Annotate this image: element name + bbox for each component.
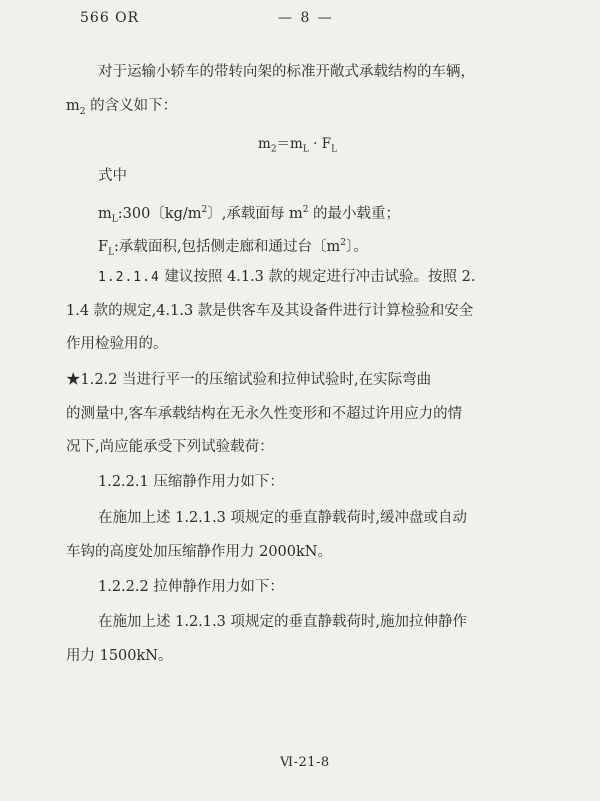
clause-122-line: ★1.2.2 当进行平一的压缩试验和拉伸试验时,在实际弯曲 (66, 372, 432, 388)
header-code: 566 OR (80, 10, 140, 26)
paragraph-line: $m_2$ 的含义如下： (66, 98, 178, 117)
where-label: 式中 (98, 168, 127, 184)
clause-1221-heading: 1.2.2.1 压缩静作用力如下： (98, 474, 284, 490)
clause-122-line: 的测量中,客车承载结构在无永久性变形和不超过许用应力的情 (66, 406, 463, 422)
clause-1214-line: 1.2.1.4 建议按照 4.1.3 款的规定进行冲击试验。按照 2. (98, 269, 476, 285)
page-number: — 8 — (278, 10, 334, 26)
formula: $m_2=m_L \cdot F_L$ (258, 136, 338, 155)
footer-page-code: Ⅵ-21-8 (280, 755, 330, 770)
paragraph-line: 对于运输小轿车的带转向架的标准开敞式承载结构的车辆， (98, 64, 475, 80)
clause-1222-line: 在施加上述 1.2.1.3 项规定的垂直静载荷时,施加拉伸静作 (98, 614, 468, 630)
clause-122-line: 况下,尚应能承受下列试验载荷： (66, 439, 274, 455)
FL-definition: $F_L$:承载面积,包括侧走廊和通过台〔$m^2$〕。 (98, 238, 368, 258)
mL-definition: $m_L:300$〔$kg/m^2$〕,承载面每 $m^2$ 的最小载重； (98, 205, 401, 225)
clause-1214-line: 1.4 款的规定,4.1.3 款是供客车及其设备件进行计算检验和安全 (66, 303, 474, 319)
clause-1221-line: 在施加上述 1.2.1.3 项规定的垂直静载荷时,缓冲盘或自动 (98, 510, 468, 526)
clause-1214-line: 作用检验用的。 (66, 336, 168, 352)
clause-1222-heading: 1.2.2.2 拉伸静作用力如下： (98, 579, 284, 595)
clause-1222-line: 用力 1500kN。 (66, 648, 173, 664)
clause-1221-line: 车钩的高度处加压缩静作用力 2000kN。 (66, 544, 332, 560)
